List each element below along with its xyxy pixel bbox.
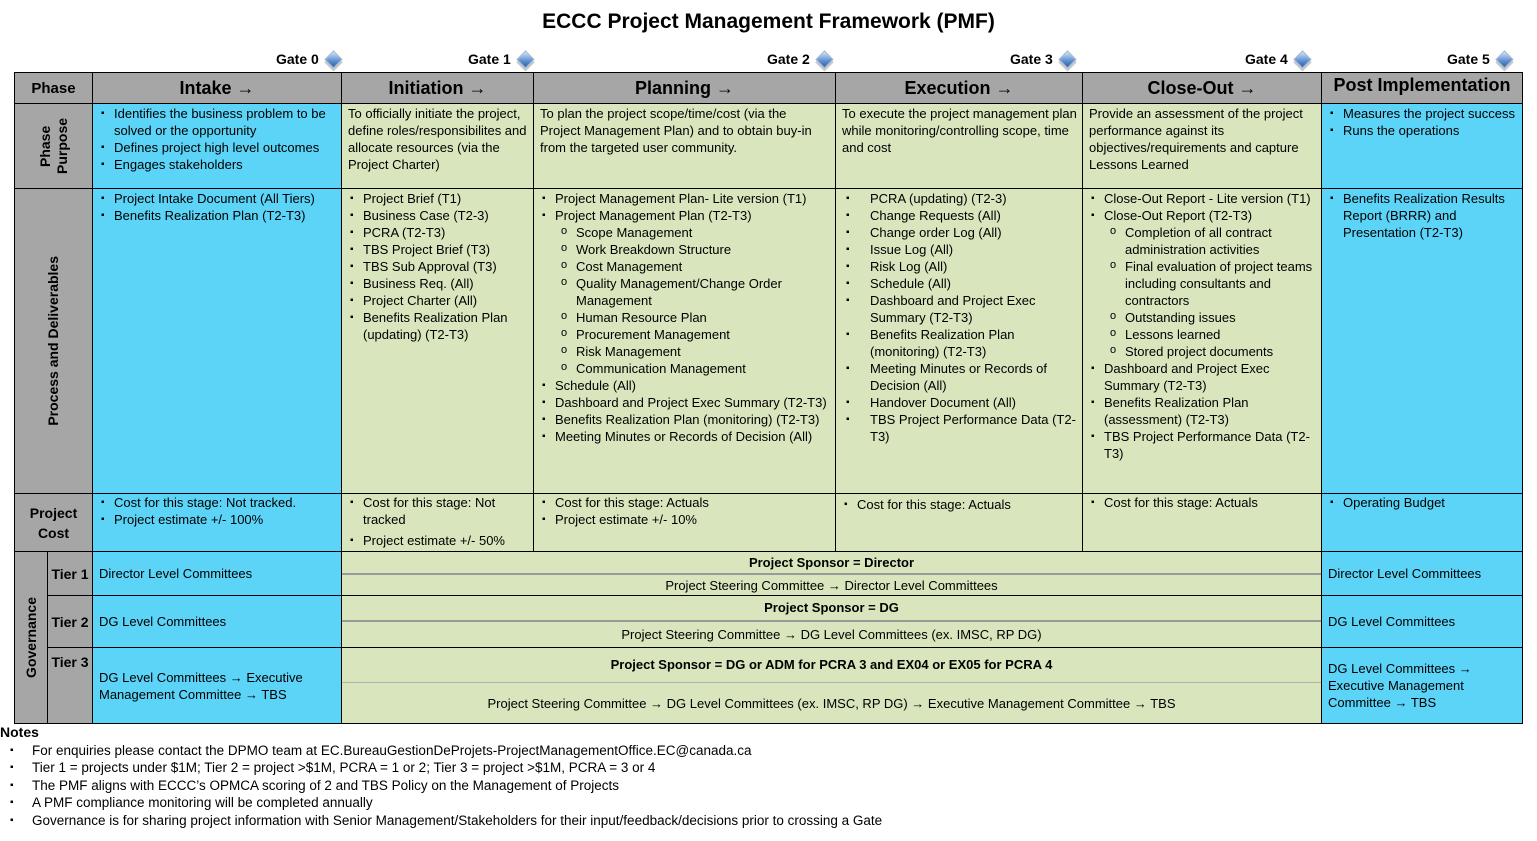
- list-item: ▪ TBS Project Performance Data (T2-T3): [1089, 428, 1316, 462]
- sub-list-item: o Lessons learned: [1108, 326, 1316, 343]
- list-item: ▪ Cost for this stage: Actuals: [1089, 494, 1316, 511]
- tier-1-label: Tier 1: [47, 551, 93, 596]
- list-item: ▪ Cost for this stage: Not tracked.: [99, 494, 336, 511]
- list-item: ▪ TBS Sub Approval (T3): [348, 258, 528, 275]
- cost-closeout: [1082, 493, 1322, 552]
- tier-1-intake: Director Level Committees: [92, 551, 342, 596]
- gate-diamond-icon: [1058, 50, 1076, 68]
- list-item: ▪ Benefits Realization Results Report (BRRR) and Presentation (T2-T3): [1328, 190, 1517, 241]
- gate-label: Gate 0: [276, 51, 319, 67]
- gate-diamond-icon: [516, 50, 534, 68]
- gate-diamond-icon: [1293, 50, 1311, 68]
- list-item: ▪ Business Req. (All): [348, 275, 528, 292]
- purpose-intake: [92, 103, 342, 189]
- gate-label: Gate 1: [468, 51, 511, 67]
- list-item: ▪ Close-Out Report - Lite version (T1): [1089, 190, 1316, 207]
- deliverables-intake: [92, 188, 342, 494]
- tier-1-span: [341, 551, 1322, 596]
- phase-intake: Intake →: [92, 72, 342, 104]
- list-item: ▪ Measures the project success: [1328, 105, 1517, 122]
- phase-planning: Planning →: [533, 72, 836, 104]
- sub-list-item: o Risk Management: [559, 343, 830, 360]
- page-title: ECCC Project Management Framework (PMF): [542, 10, 995, 33]
- tier-2-post: DG Level Committees: [1321, 595, 1523, 648]
- list-item: ▪ PCRA (T2-T3): [348, 224, 528, 241]
- purpose-execution: To execute the project management plan while monitoring/controlling scope, time and cost: [835, 103, 1083, 189]
- deliverables-planning: [533, 188, 836, 494]
- list-item: ▪ Risk Log (All): [844, 258, 1077, 275]
- tier-2-label: Tier 2: [47, 595, 93, 648]
- list-item: ▪ Defines project high level outcomes: [99, 139, 336, 156]
- note-item: ▪ A PMF compliance monitoring will be completed annually: [0, 794, 1100, 812]
- sub-list-item: o Completion of all contract administration activities: [1108, 224, 1316, 258]
- cost-initiation: [341, 493, 534, 552]
- list-item: ▪ TBS Project Performance Data (T2-T3): [844, 411, 1077, 445]
- governance-label-text: Governance: [22, 597, 39, 678]
- list-item: ▪ Dashboard and Project Exec Summary (T2-T3): [1089, 360, 1316, 394]
- tier-1-steering: Project Steering Committee → Director Level Committees: [665, 577, 998, 593]
- list-item: [540, 207, 830, 377]
- row-label-purpose: [14, 103, 93, 189]
- gate-label: Gate 5: [1447, 51, 1490, 67]
- gate-row: [0, 48, 1537, 72]
- list-item: ▪ Benefits Realization Plan (T2-T3): [99, 207, 336, 224]
- list-item: ▪ Benefits Realization Plan (monitoring) (T2-T3): [540, 411, 830, 428]
- list-item: [1089, 207, 1316, 360]
- framework-table: [14, 72, 1523, 724]
- list-item-text: Project Management Plan (T2-T3): [555, 208, 752, 223]
- note-item: ▪ Governance is for sharing project information with Senior Management/Stakeholders for their input/feedback/decisions prior to crossing a Gate: [0, 812, 1100, 830]
- purpose-initiation: To officially initiate the project, define roles/responsibilites and allocate resources (via the Project Charter): [341, 103, 534, 189]
- list-item: ▪ Schedule (All): [844, 275, 1077, 292]
- list-item: ▪ Project Management Plan- Lite version (T1): [540, 190, 830, 207]
- note-item: ▪ For enquiries please contact the DPMO team at EC.BureauGestionDeProjets-ProjectManagementOffice.EC@canada.ca: [0, 742, 1100, 760]
- list-item: ▪ Project estimate +/- 50%: [348, 532, 528, 549]
- gate-2: [767, 48, 831, 70]
- sub-list-item: o Stored project documents: [1108, 343, 1316, 360]
- gate-3: [1010, 48, 1074, 70]
- note-item: ▪ Tier 1 = projects under $1M; Tier 2 = project >$1M, PCRA = 1 or 2; Tier 3 = project >$1M, PCRA = 3 or 4: [0, 759, 1100, 777]
- row-label-process: [14, 188, 93, 494]
- gate-label: Gate 4: [1245, 51, 1288, 67]
- row-label-governance: [14, 551, 48, 724]
- list-item: ▪ Benefits Realization Plan (updating) (T2-T3): [348, 309, 528, 343]
- tier-2-intake: DG Level Committees: [92, 595, 342, 648]
- list-item: ▪ Business Case (T2-3): [348, 207, 528, 224]
- sub-list-item: o Work Breakdown Structure: [559, 241, 830, 258]
- list-item: ▪ Engages stakeholders: [99, 156, 336, 173]
- tier-2-steering: Project Steering Committee → DG Level Committees (ex. IMSC, RP DG): [621, 627, 1042, 642]
- list-item: ▪ Change order Log (All): [844, 224, 1077, 241]
- list-item: ▪ Issue Log (All): [844, 241, 1077, 258]
- gate-4: [1245, 48, 1309, 70]
- purpose-post: [1321, 103, 1523, 189]
- sub-list-item: o Outstanding issues: [1108, 309, 1316, 326]
- phase-execution: Execution →: [835, 72, 1083, 104]
- tier-1-post: Director Level Committees: [1321, 551, 1523, 596]
- deliverables-closeout: [1082, 188, 1322, 494]
- sub-list-item: o Communication Management: [559, 360, 830, 377]
- list-item: ▪ Project Brief (T1): [348, 190, 528, 207]
- tier-2-sponsor: Project Sponsor = DG: [764, 600, 899, 615]
- gate-diamond-icon: [815, 50, 833, 68]
- purpose-closeout: Provide an assessment of the project performance against its objectives/requirements and capture Lessons Learned: [1082, 103, 1322, 189]
- phase-closeout: Close-Out →: [1082, 72, 1322, 104]
- note-item: ▪ The PMF aligns with ECCC’s OPMCA scoring of 2 and TBS Policy on the Management of Projects: [0, 777, 1100, 795]
- list-item: ▪ Project Intake Document (All Tiers): [99, 190, 336, 207]
- sub-list-item: o Scope Management: [559, 224, 830, 241]
- notes-title: Notes: [0, 724, 39, 740]
- list-item: ▪ Dashboard and Project Exec Summary (T2-T3): [844, 292, 1077, 326]
- list-item-text: Close-Out Report (T2-T3): [1104, 208, 1253, 223]
- gate-label: Gate 2: [767, 51, 810, 67]
- list-item: ▪ Dashboard and Project Exec Summary (T2-T3): [540, 394, 830, 411]
- sub-list-item: o Quality Management/Change Order Management: [559, 275, 830, 309]
- list-item: ▪ Operating Budget: [1328, 494, 1517, 511]
- tier-3-post: DG Level Committees → Executive Management Committee → TBS: [1321, 647, 1523, 724]
- list-item: ▪ TBS Project Brief (T3): [348, 241, 528, 258]
- notes-section: [0, 724, 1100, 829]
- list-item: ▪ Cost for this stage: Actuals: [540, 494, 830, 511]
- tier-3-sponsor: Project Sponsor = DG or ADM for PCRA 3 and EX04 or EX05 for PCRA 4: [610, 657, 1053, 672]
- list-item: ▪ Identifies the business problem to be solved or the opportunity: [99, 105, 336, 139]
- list-item: ▪ Cost for this stage: Actuals: [842, 496, 1077, 513]
- deliverables-initiation: [341, 188, 534, 494]
- list-item: ▪ Benefits Realization Plan (monitoring) (T2-T3): [844, 326, 1077, 360]
- tier-3-steering: Project Steering Committee → DG Level Committees (ex. IMSC, RP DG) → Executive Management Committee → TBS: [487, 695, 1176, 711]
- list-item: ▪ Meeting Minutes or Records of Decision (All): [844, 360, 1077, 394]
- list-item: ▪ Meeting Minutes or Records of Decision (All): [540, 428, 830, 445]
- tier-3-span: [341, 647, 1322, 724]
- gate-label: Gate 3: [1010, 51, 1053, 67]
- gate-diamond-icon: [324, 50, 342, 68]
- cost-execution: [835, 493, 1083, 552]
- list-item: ▪ Runs the operations: [1328, 122, 1517, 139]
- cost-planning: [533, 493, 836, 552]
- list-item: ▪ Project estimate +/- 10%: [540, 511, 830, 528]
- deliverables-execution: [835, 188, 1083, 494]
- gate-5: [1447, 48, 1511, 70]
- tier-3-intake: DG Level Committees → Executive Management Committee → TBS: [92, 647, 342, 724]
- tier-3-label: Tier 3: [47, 647, 93, 724]
- phase-initiation: Initiation →: [341, 72, 534, 104]
- gate-0: [276, 48, 340, 70]
- list-item: ▪ Benefits Realization Plan (assessment) (T2-T3): [1089, 394, 1316, 428]
- process-label-text: Process and Deliverables: [45, 256, 61, 426]
- sub-list-item: o Final evaluation of project teams including consultants and contractors: [1108, 258, 1316, 309]
- sub-list-item: o Human Resource Plan: [559, 309, 830, 326]
- list-item: ▪ Project Charter (All): [348, 292, 528, 309]
- row-label-phase: Phase: [14, 72, 93, 104]
- sub-list-item: o Procurement Management: [559, 326, 830, 343]
- tier-1-sponsor: Project Sponsor = Director: [748, 555, 915, 570]
- cost-intake: [92, 493, 342, 552]
- list-item: ▪ Handover Document (All): [844, 394, 1077, 411]
- list-item: ▪ PCRA (updating) (T2-3): [844, 190, 1077, 207]
- purpose-label-text: Phase Purpose: [36, 118, 70, 175]
- gate-1: [468, 48, 532, 70]
- gate-diamond-icon: [1495, 50, 1513, 68]
- list-item: ▪ Change Requests (All): [844, 207, 1077, 224]
- list-item: ▪ Schedule (All): [540, 377, 830, 394]
- sub-list-item: o Cost Management: [559, 258, 830, 275]
- deliverables-post: [1321, 188, 1523, 494]
- tier-2-span: [341, 595, 1322, 648]
- cost-post: [1321, 493, 1523, 552]
- list-item: ▪ Project estimate +/- 100%: [99, 511, 336, 528]
- list-item: ▪ Cost for this stage: Not tracked: [348, 494, 528, 528]
- phase-post-implementation: Post Implementation: [1321, 72, 1523, 104]
- row-label-cost: Project Cost: [14, 493, 93, 552]
- purpose-planning: To plan the project scope/time/cost (via the Project Management Plan) and to obtain buy-in from the targeted user community.: [533, 103, 836, 189]
